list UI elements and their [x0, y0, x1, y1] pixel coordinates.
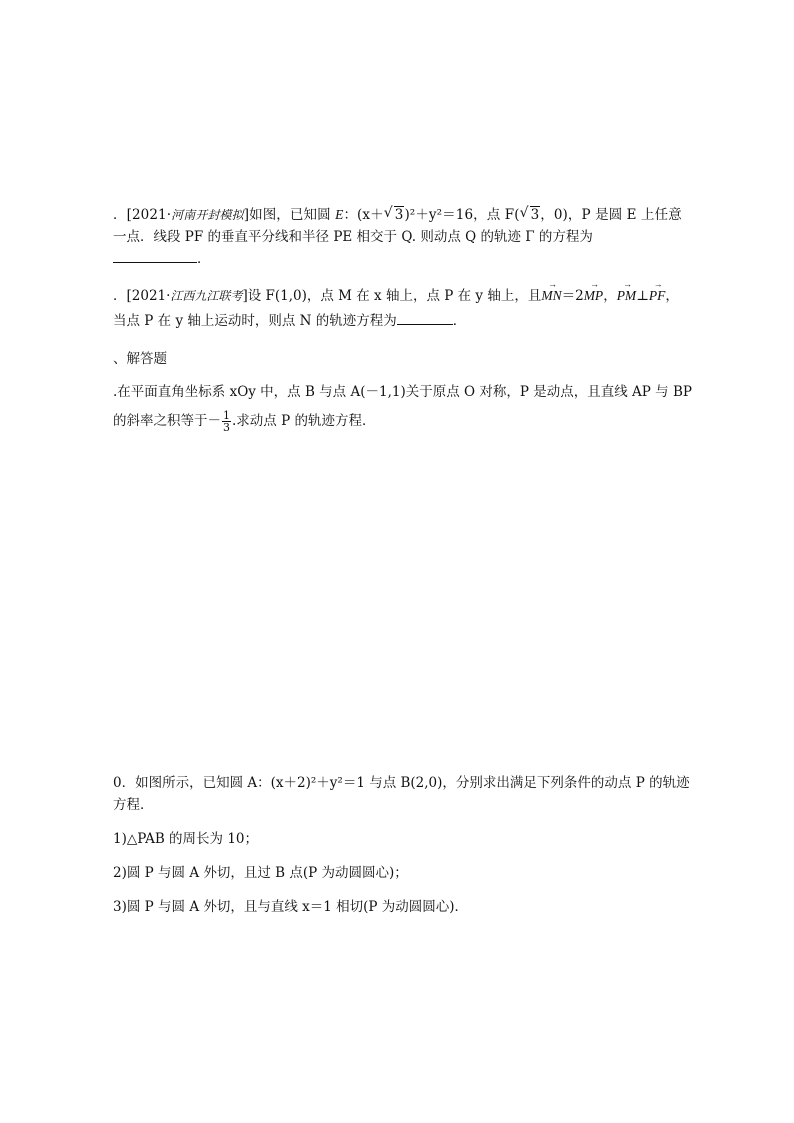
fraction: $\frac{1}{3}$: [223, 409, 230, 434]
vector-mp: → MP: [584, 286, 604, 306]
vector-mn: → MN: [541, 286, 561, 306]
answer-blank[interactable]: [397, 310, 453, 325]
vector-pf: → PF: [649, 286, 666, 306]
sqrt-symbol: √ 3: [385, 205, 405, 225]
question-4-item-1: 1)△PAB 的周长为 10；: [113, 831, 259, 847]
question-4-item-2: 2)圆 P 与圆 A 外切，且过 B 点(P 为动圆圆心)；: [113, 865, 408, 881]
question-4-line-2: 方程．: [113, 797, 154, 813]
section-heading: 、解答题: [113, 351, 167, 367]
vector-pm: → PM: [617, 286, 637, 306]
question-1-line-2: 一点．线段 PF 的垂直平分线和半径 PE 相交于 Q. 则动点 Q 的轨迹 Γ 的方程为: [113, 229, 593, 245]
question-4-item-3: 3)圆 P 与圆 A 外切，且与直线 x＝1 相切(P 为动圆圆心)．: [113, 899, 469, 915]
sqrt-symbol: √ 3: [521, 205, 541, 225]
question-4-line-1: 0．如图所示，已知圆 A：(x＋2)²＋y²＝1 与点 B(2,0)，分别求出满足下列条件的动点 P 的轨迹: [113, 775, 690, 791]
question-1-source: 河南开封模拟: [171, 208, 244, 222]
question-1-line-1: ．[2021·河南开封模拟]如图，已知圆 E：(x＋√ 3)²＋y²＝16，点 F(√ 3，0)，P 是圆 E 上任意: [113, 205, 682, 225]
question-3-line-1: .在平面直角坐标系 xOy 中，点 B 与点 A(－1,1)关于原点 O 对称，P 是动点，且直线 AP 与 BP: [113, 384, 692, 400]
question-3-line-2: 的斜率之积等于－ $\frac{1}{3}$ .求动点 P 的轨迹方程．: [113, 409, 376, 434]
question-2-line-2: 当点 P 在 y 轴上运动时，则点 N 的轨迹方程为 ．: [113, 310, 466, 331]
question-2-line-1: ．[2021·江西九江联考]设 F(1,0)，点 M 在 x 轴上，点 P 在 y 轴上，且→ MN＝2→ MP，→ PM⊥→ PF，: [113, 286, 679, 306]
answer-blank[interactable]: [113, 248, 197, 263]
question-1-line-3: ．: [113, 248, 211, 269]
question-2-source: 江西九江联考: [170, 289, 243, 303]
